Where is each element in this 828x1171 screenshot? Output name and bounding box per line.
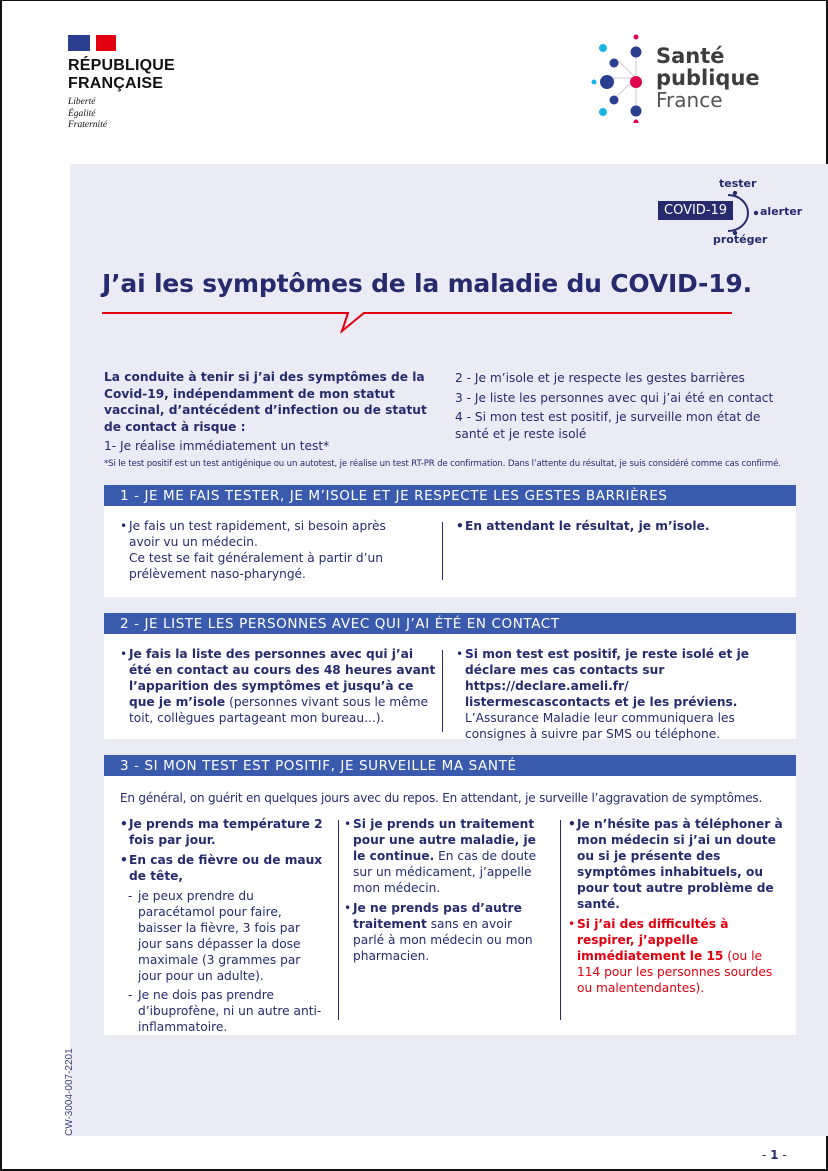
section-2 (104, 613, 796, 739)
section-3-col3 (568, 816, 784, 996)
s1-left-text1: • Je fais un test rapidement, si besoin après avoir vu un médecin. (129, 519, 386, 549)
spf-network-icon (590, 33, 650, 123)
column-divider (560, 820, 561, 1020)
section-3 (104, 755, 796, 1035)
section-2-left (120, 646, 438, 726)
s1-left-text2: Ce test se fait généralement à partir d’un prélèvement naso-pharyngé. (129, 551, 383, 581)
s3-c1-d2: - Je ne dois pas prendre d’ibuprofène, ni un autre anti-inflammatoire. (128, 987, 326, 1035)
intro-lead: La conduite à tenir si j’ai des symptômes de la Covid-19, indépendamment de mon statut vaccinal, d’antécédent d’infection ou de statut de contact à risque : (104, 370, 427, 434)
s3-c2-b1-normal: En cas de doute sur un médicament, j’appelle mon médecin. (353, 849, 537, 895)
s3-c2-b2-bold: Je ne prends pas d’autre traitement (353, 901, 522, 931)
section-2-right (456, 646, 762, 742)
badge-covid-label: COVID-19 (658, 201, 733, 220)
section-2-heading: 2 - JE LISTE LES PERSONNES AVEC QUI J’AI ÉTÉ EN CONTACT (104, 613, 796, 634)
page-title: J’ai les symptômes de la maladie du COVID-19. (102, 269, 752, 298)
rf-title: RÉPUBLIQUE FRANÇAISE (68, 57, 175, 92)
section-3-col1 (120, 816, 326, 1035)
badge-alerter: alerter (760, 205, 803, 218)
section-1-right (456, 518, 776, 534)
marianne-flag-icon (68, 35, 116, 51)
section-1-left (120, 518, 420, 582)
s3-c1-d1: - je peux prendre du paracétamol pour faire, baisser la fièvre, 3 fois par jour sans dépasser la dose maximale (3 grammes par jour pour un adulte). (128, 888, 326, 984)
s2-right-normal: L’Assurance Maladie leur communiquera les consignes à suivre par SMS ou téléphone. (465, 711, 735, 741)
republique-francaise-logo (68, 35, 175, 132)
s3-c1-b1: • Je prends ma température 2 fois par jour. (120, 816, 326, 848)
intro-step-3: 3 - Je liste les personnes avec qui j’ai été en contact (455, 390, 774, 405)
intro-right (455, 370, 795, 445)
sante-publique-france-logo (590, 33, 760, 123)
intro-step-4: 4 - Si mon test est positif, je surveille mon état de santé et je reste isolé (455, 410, 761, 441)
spf-text: Santé publique France (656, 44, 760, 112)
s2-right-bold: Si mon test est positif, je reste isolé et je déclare mes cas contacts sur https://declare.ameli.fr/ listermescascontacts et je les préviens. (465, 647, 750, 709)
s2-left-normal: (personnes vivant sous le même toit, collègues partageant mon bureau...). (129, 695, 428, 725)
s3-intro: En général, on guérit en quelques jours avec du repos. En attendant, je surveille l’aggravation de symptômes. (120, 791, 763, 805)
column-divider (442, 650, 443, 732)
speech-bubble-underline (102, 301, 734, 335)
section-1-heading: 1 - JE ME FAIS TESTER, JE M’ISOLE ET JE RESPECTE LES GESTES BARRIÈRES (104, 485, 796, 506)
column-divider (338, 820, 339, 1020)
s3-c2-b2-normal: sans en avoir parlé à mon médecin ou mon pharmacien. (353, 917, 533, 963)
footnote: *Si le test positif est un test antigénique ou un autotest, je réalise un test RT-PR de confirmation. Dans l’attente du résultat, je suis considéré comme cas confirmé. (104, 459, 781, 469)
s3-c2-b1-bold: Si je prends un traitement pour une autre maladie, je le continue. (353, 817, 536, 863)
s3-c3-b1: • Je n’hésite pas à téléphoner à mon médecin si j’ai un doute ou si je présente des symptômes inhabituels, ou pour tout autre problème de santé. (568, 816, 784, 912)
s3-c3-b2-bold: Si j’ai des difficultés à respirer, j’appelle immédiatement le 15 (577, 917, 729, 963)
column-divider (442, 522, 443, 580)
section-1 (104, 485, 796, 597)
reference-code: CW-3004-007-2201 (64, 1048, 75, 1136)
badge-tester: tester (719, 177, 757, 190)
s1-right-text: • En attendant le résultat, je m’isole. (456, 518, 776, 534)
s2-left-bold: Je fais la liste des personnes avec qui j’ai été en contact au cours des 48 heures avant l’apparition des symptômes et jusqu’à ce que je m’isole (129, 647, 436, 709)
intro-left (104, 369, 444, 455)
s3-c3-b2-normal: (ou le 114 pour les personnes sourdes ou malentendantes). (577, 949, 773, 995)
intro-step-2: 2 - Je m’isole et je respecte les gestes barrières (455, 371, 745, 385)
badge-proteger: protéger (713, 233, 768, 246)
intro-step-1: 1- Je réalise immédiatement un test* (104, 439, 330, 453)
section-3-col2 (344, 816, 540, 964)
page-number: - 1 - (762, 1148, 787, 1162)
s3-c1-b2: • En cas de fièvre ou de maux de tête, (120, 852, 326, 884)
rf-motto: Liberté Égalité Fraternité (68, 97, 108, 130)
covid-badge (656, 177, 803, 249)
section-3-heading: 3 - SI MON TEST EST POSITIF, JE SURVEILLE MA SANTÉ (104, 755, 796, 776)
